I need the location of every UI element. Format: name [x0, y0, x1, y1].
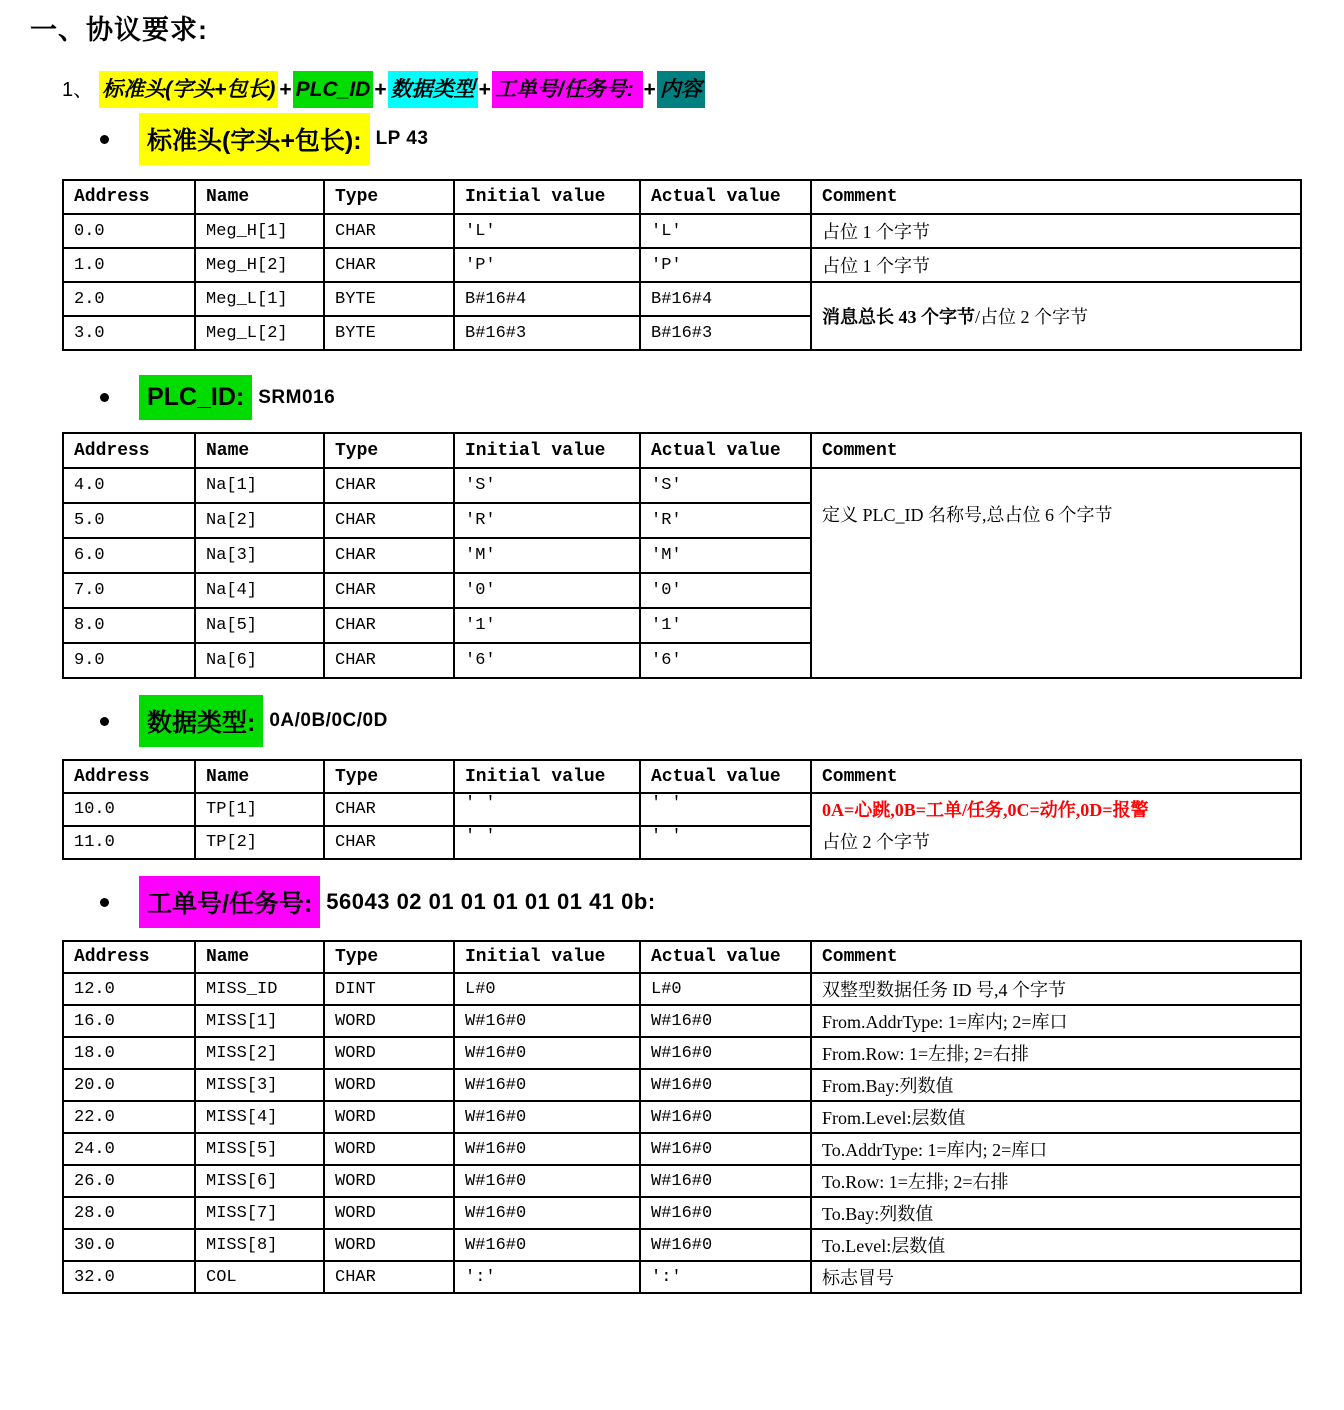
heading-value: SRM016 — [258, 386, 336, 408]
cell: W#16#0 — [454, 1037, 640, 1069]
cell: 'M' — [640, 538, 811, 573]
cell: W#16#0 — [640, 1229, 811, 1261]
column-header: Initial value — [454, 180, 640, 214]
cell: CHAR — [324, 214, 454, 248]
cell: 30.0 — [63, 1229, 195, 1261]
column-header: Name — [195, 433, 324, 468]
table-row — [63, 248, 1301, 282]
heading-label: 标准头(字头+包长): — [139, 113, 370, 165]
cell: 9.0 — [63, 643, 195, 678]
cell: WORD — [324, 1165, 454, 1197]
cell: 4.0 — [63, 468, 195, 503]
table-datatype — [62, 759, 1302, 860]
cell: MISS_ID — [195, 973, 324, 1005]
cell: W#16#0 — [454, 1069, 640, 1101]
cell: MISS[3] — [195, 1069, 324, 1101]
column-header: Comment — [811, 433, 1301, 468]
heading-datatype — [100, 695, 1344, 747]
comment-cell: From.Level:层数值 — [811, 1101, 1301, 1133]
formula-segment-datatype: 数据类型 — [388, 71, 478, 108]
cell: COL — [195, 1261, 324, 1293]
comment-cell: 占位 1 个字节 — [811, 214, 1301, 248]
cell: WORD — [324, 1197, 454, 1229]
heading-value: 56043 02 01 01 01 01 01 41 0b: — [326, 889, 656, 914]
column-header: Name — [195, 180, 324, 214]
column-header: Type — [324, 760, 454, 793]
column-header: Actual value — [640, 433, 811, 468]
cell: MISS[2] — [195, 1037, 324, 1069]
cell: BYTE — [324, 316, 454, 350]
cell: W#16#0 — [640, 1197, 811, 1229]
cell: WORD — [324, 1229, 454, 1261]
column-header: Actual value — [640, 760, 811, 793]
cell: W#16#0 — [454, 1005, 640, 1037]
cell: CHAR — [324, 538, 454, 573]
column-header: Address — [63, 433, 195, 468]
cell: '6' — [454, 643, 640, 678]
cell: 'L' — [640, 214, 811, 248]
plus-sign: + — [643, 78, 656, 101]
comment-cell: To.Level:层数值 — [811, 1229, 1301, 1261]
plus-sign: + — [478, 78, 491, 101]
cell: W#16#0 — [454, 1165, 640, 1197]
formula-segment-content: 内容 — [657, 71, 705, 108]
table-row — [63, 1229, 1301, 1261]
plus-sign: + — [279, 78, 292, 101]
comment-cell: 双整型数据任务 ID 号,4 个字节 — [811, 973, 1301, 1005]
cell: CHAR — [324, 826, 454, 859]
cell: W#16#0 — [640, 1069, 811, 1101]
table-row — [63, 1261, 1301, 1293]
heading-label: PLC_ID: — [139, 375, 252, 420]
heading-value: LP 43 — [375, 128, 429, 149]
cell: W#16#0 — [454, 1101, 640, 1133]
table-row — [63, 214, 1301, 248]
heading-value: 0A/0B/0C/0D — [269, 710, 388, 731]
table-row — [63, 1165, 1301, 1197]
cell: 'S' — [640, 468, 811, 503]
cell: MISS[8] — [195, 1229, 324, 1261]
comment-cell: 标志冒号 — [811, 1261, 1301, 1293]
table-row — [63, 793, 1301, 826]
cell: 28.0 — [63, 1197, 195, 1229]
cell: B#16#4 — [454, 282, 640, 316]
table-header-row — [63, 760, 1301, 793]
cell: 'L' — [454, 214, 640, 248]
comment-cell-merged — [811, 282, 1301, 350]
cell: CHAR — [324, 573, 454, 608]
cell: W#16#0 — [454, 1197, 640, 1229]
cell: 'P' — [454, 248, 640, 282]
cell: BYTE — [324, 282, 454, 316]
cell: 20.0 — [63, 1069, 195, 1101]
cell: 8.0 — [63, 608, 195, 643]
heading-order — [100, 876, 1344, 928]
cell: W#16#0 — [454, 1229, 640, 1261]
cell: B#16#3 — [640, 316, 811, 350]
comment-cell: To.Row: 1=左排; 2=右排 — [811, 1165, 1301, 1197]
cell: Na[6] — [195, 643, 324, 678]
cell: 'R' — [454, 503, 640, 538]
cell: CHAR — [324, 248, 454, 282]
cell: '6' — [640, 643, 811, 678]
table-header-row — [63, 433, 1301, 468]
cell: ' ' — [640, 793, 811, 826]
column-header: Actual value — [640, 180, 811, 214]
cell: W#16#0 — [640, 1101, 811, 1133]
heading-label: 工单号/任务号: — [139, 876, 320, 928]
cell: DINT — [324, 973, 454, 1005]
cell: 2.0 — [63, 282, 195, 316]
cell: Meg_H[2] — [195, 248, 324, 282]
cell: '0' — [640, 573, 811, 608]
table-order — [62, 940, 1302, 1294]
cell: L#0 — [640, 973, 811, 1005]
formula-number: 1、 — [62, 79, 94, 101]
table-row — [63, 1037, 1301, 1069]
comment-bold: 消息总长 43 个字节 — [822, 307, 975, 327]
cell: W#16#0 — [640, 1037, 811, 1069]
column-header: Actual value — [640, 941, 811, 973]
column-header: Initial value — [454, 433, 640, 468]
cell: '1' — [454, 608, 640, 643]
cell: L#0 — [454, 973, 640, 1005]
cell: Na[3] — [195, 538, 324, 573]
cell: ' ' — [640, 826, 811, 859]
column-header: Initial value — [454, 941, 640, 973]
cell: WORD — [324, 1037, 454, 1069]
formula-segment-header: 标准头(字头+包长) — [99, 71, 278, 108]
cell: CHAR — [324, 468, 454, 503]
protocol-formula-line — [62, 73, 1344, 103]
cell: 12.0 — [63, 973, 195, 1005]
comment-line: 占位 2 个字节 — [822, 832, 930, 852]
cell: WORD — [324, 1101, 454, 1133]
cell: 7.0 — [63, 573, 195, 608]
cell: 11.0 — [63, 826, 195, 859]
cell: 24.0 — [63, 1133, 195, 1165]
formula-segment-plcid: PLC_ID — [293, 71, 374, 108]
table-row — [63, 468, 1301, 503]
comment-cell: To.AddrType: 1=库内; 2=库口 — [811, 1133, 1301, 1165]
cell: MISS[6] — [195, 1165, 324, 1197]
cell: 'R' — [640, 503, 811, 538]
column-header: Comment — [811, 760, 1301, 793]
cell: Na[5] — [195, 608, 324, 643]
comment-alert-line: 0A=心跳,0B=工单/任务,0C=动作,0D=报警 — [822, 800, 1149, 820]
cell: Na[2] — [195, 503, 324, 538]
formula-segment-order: 工单号/任务号: — [492, 71, 643, 108]
column-header: Comment — [811, 180, 1301, 214]
comment-cell: From.Bay:列数值 — [811, 1069, 1301, 1101]
column-header: Address — [63, 180, 195, 214]
cell: Meg_H[1] — [195, 214, 324, 248]
column-header: Name — [195, 760, 324, 793]
comment-cell: 占位 1 个字节 — [811, 248, 1301, 282]
cell: CHAR — [324, 643, 454, 678]
column-header: Type — [324, 180, 454, 214]
table-row — [63, 282, 1301, 316]
cell: TP[1] — [195, 793, 324, 826]
table-row — [63, 1197, 1301, 1229]
plus-sign: + — [374, 78, 387, 101]
column-header: Comment — [811, 941, 1301, 973]
table-header-row — [63, 941, 1301, 973]
cell: 3.0 — [63, 316, 195, 350]
cell: CHAR — [324, 1261, 454, 1293]
heading-plcid — [100, 375, 1344, 420]
heading-standard-header — [100, 113, 1344, 165]
cell: TP[2] — [195, 826, 324, 859]
cell: B#16#3 — [454, 316, 640, 350]
section-title: 一、协议要求: — [30, 15, 208, 45]
bullet-icon — [100, 135, 109, 144]
column-header: Type — [324, 941, 454, 973]
cell: 5.0 — [63, 503, 195, 538]
cell: ':' — [640, 1261, 811, 1293]
cell: CHAR — [324, 503, 454, 538]
cell: '1' — [640, 608, 811, 643]
comment-cell: From.Row: 1=左排; 2=右排 — [811, 1037, 1301, 1069]
cell: Meg_L[1] — [195, 282, 324, 316]
table-standard-header — [62, 179, 1302, 351]
cell: 1.0 — [63, 248, 195, 282]
cell: Meg_L[2] — [195, 316, 324, 350]
table-row — [63, 1005, 1301, 1037]
heading-label: 数据类型: — [139, 695, 263, 747]
comment-rest: /占位 2 个字节 — [975, 307, 1089, 327]
cell: 'S' — [454, 468, 640, 503]
cell: 6.0 — [63, 538, 195, 573]
cell: B#16#4 — [640, 282, 811, 316]
cell: 10.0 — [63, 793, 195, 826]
cell: Na[1] — [195, 468, 324, 503]
cell: 26.0 — [63, 1165, 195, 1197]
cell: CHAR — [324, 608, 454, 643]
column-header: Initial value — [454, 760, 640, 793]
cell: '0' — [454, 573, 640, 608]
cell: W#16#0 — [640, 1005, 811, 1037]
cell: W#16#0 — [454, 1133, 640, 1165]
cell: W#16#0 — [640, 1133, 811, 1165]
cell: W#16#0 — [640, 1165, 811, 1197]
comment-cell-merged: 定义 PLC_ID 名称号,总占位 6 个字节 — [811, 468, 1301, 678]
cell: WORD — [324, 1005, 454, 1037]
cell: 'P' — [640, 248, 811, 282]
table-header-row — [63, 180, 1301, 214]
column-header: Address — [63, 760, 195, 793]
table-row — [63, 973, 1301, 1005]
cell: ' ' — [454, 826, 640, 859]
cell: 0.0 — [63, 214, 195, 248]
column-header: Name — [195, 941, 324, 973]
cell: 32.0 — [63, 1261, 195, 1293]
column-header: Type — [324, 433, 454, 468]
table-row — [63, 1101, 1301, 1133]
bullet-icon — [100, 393, 109, 402]
cell: 22.0 — [63, 1101, 195, 1133]
comment-cell: From.AddrType: 1=库内; 2=库口 — [811, 1005, 1301, 1037]
document-page — [0, 8, 1344, 1410]
cell: CHAR — [324, 793, 454, 826]
cell: MISS[4] — [195, 1101, 324, 1133]
bullet-icon — [100, 717, 109, 726]
bullet-icon — [100, 898, 109, 907]
cell: 'M' — [454, 538, 640, 573]
cell: WORD — [324, 1133, 454, 1165]
comment-cell: To.Bay:列数值 — [811, 1197, 1301, 1229]
table-row — [63, 1133, 1301, 1165]
cell: MISS[7] — [195, 1197, 324, 1229]
column-header: Address — [63, 941, 195, 973]
cell: 16.0 — [63, 1005, 195, 1037]
cell: WORD — [324, 1069, 454, 1101]
cell: Na[4] — [195, 573, 324, 608]
comment-cell-merged — [811, 793, 1301, 859]
table-plcid — [62, 432, 1302, 679]
cell: MISS[1] — [195, 1005, 324, 1037]
cell: ':' — [454, 1261, 640, 1293]
cell: MISS[5] — [195, 1133, 324, 1165]
table-row — [63, 1069, 1301, 1101]
cell: 18.0 — [63, 1037, 195, 1069]
cell: ' ' — [454, 793, 640, 826]
